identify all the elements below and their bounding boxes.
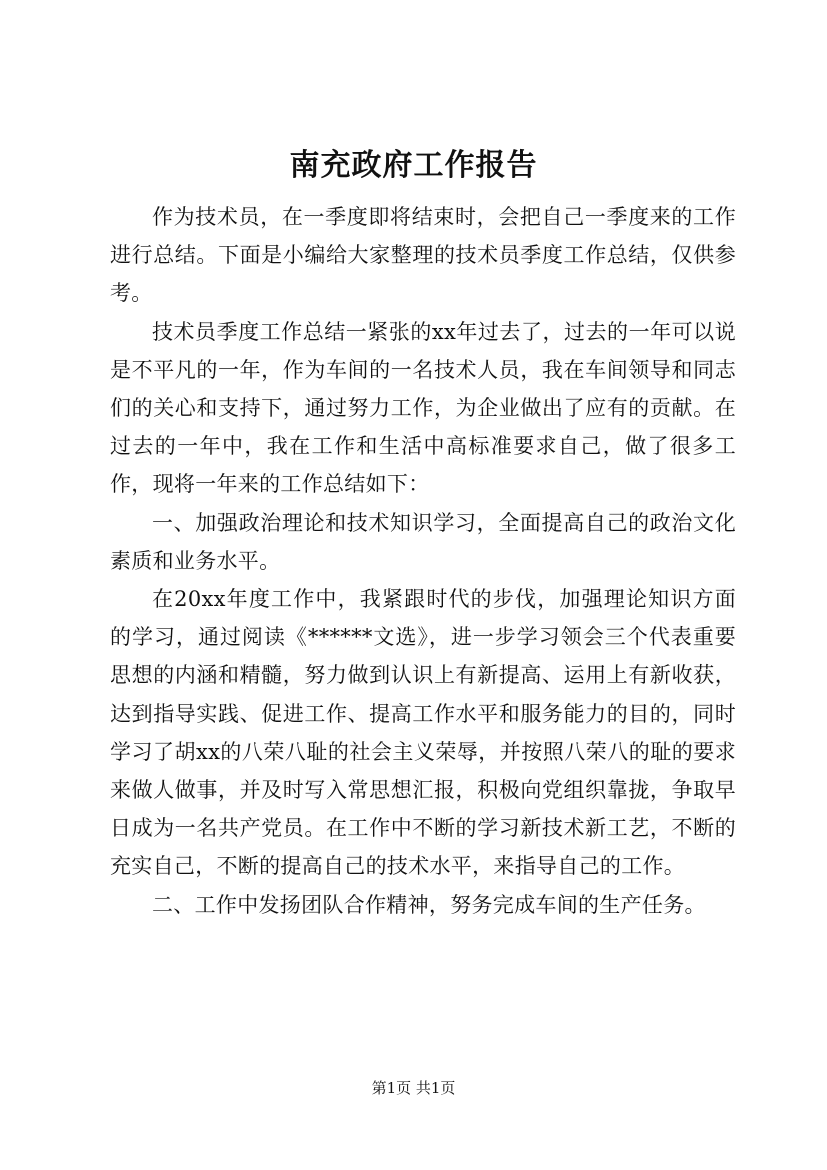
section-heading-1: 一、加强政治理论和技术知识学习，全面提高自己的政治文化素质和业务水平。 [110, 510, 736, 573]
paragraph-intro: 作为技术员，在一季度即将结束时，会把自己一季度来的工作进行总结。下面是小编给大家整理的技术员季度工作总结，仅供参考。 [110, 205, 736, 306]
document-body [110, 198, 736, 924]
page-footer: 第1页 共1页 [371, 1079, 456, 1097]
section-heading-2: 二、工作中发扬团队合作精神，努务完成车间的生产任务。 [152, 892, 706, 917]
paragraph-section-1-body: 在20xx年度工作中，我紧跟时代的步伐，加强理论知识方面的学习，通过阅读《******文选》，进一步学习领会三个代表重要思想的内涵和精髓，努力做到认识上有新提高、运用上有新收获，达到指导实践、促进工作、提高工作水平和服务能力的目的，同时学习了胡xx的八荣八耻的社会主义荣辱，并按照八荣八的耻的要求来做人做事，并及时写入常思想汇报，积极向党组织靠拢，争取早日成为一名共产党员。在工作中不断的学习新技术新工艺，不断的充实自己，不断的提高自己的技术水平，来指导自己的工作。 [110, 587, 736, 879]
paragraph-summary-opening: 技术员季度工作总结一紧张的xx年过去了，过去的一年可以说是不平凡的一年，作为车间的一名技术人员，我在车间领导和同志们的关心和支持下，通过努力工作，为企业做出了应有的贡献。在过去的一年中，我在工作和生活中高标准要求自己，做了很多工作，现将一年来的工作总结如下： [110, 319, 736, 497]
document-title: 南充政府工作报告 [289, 148, 538, 183]
